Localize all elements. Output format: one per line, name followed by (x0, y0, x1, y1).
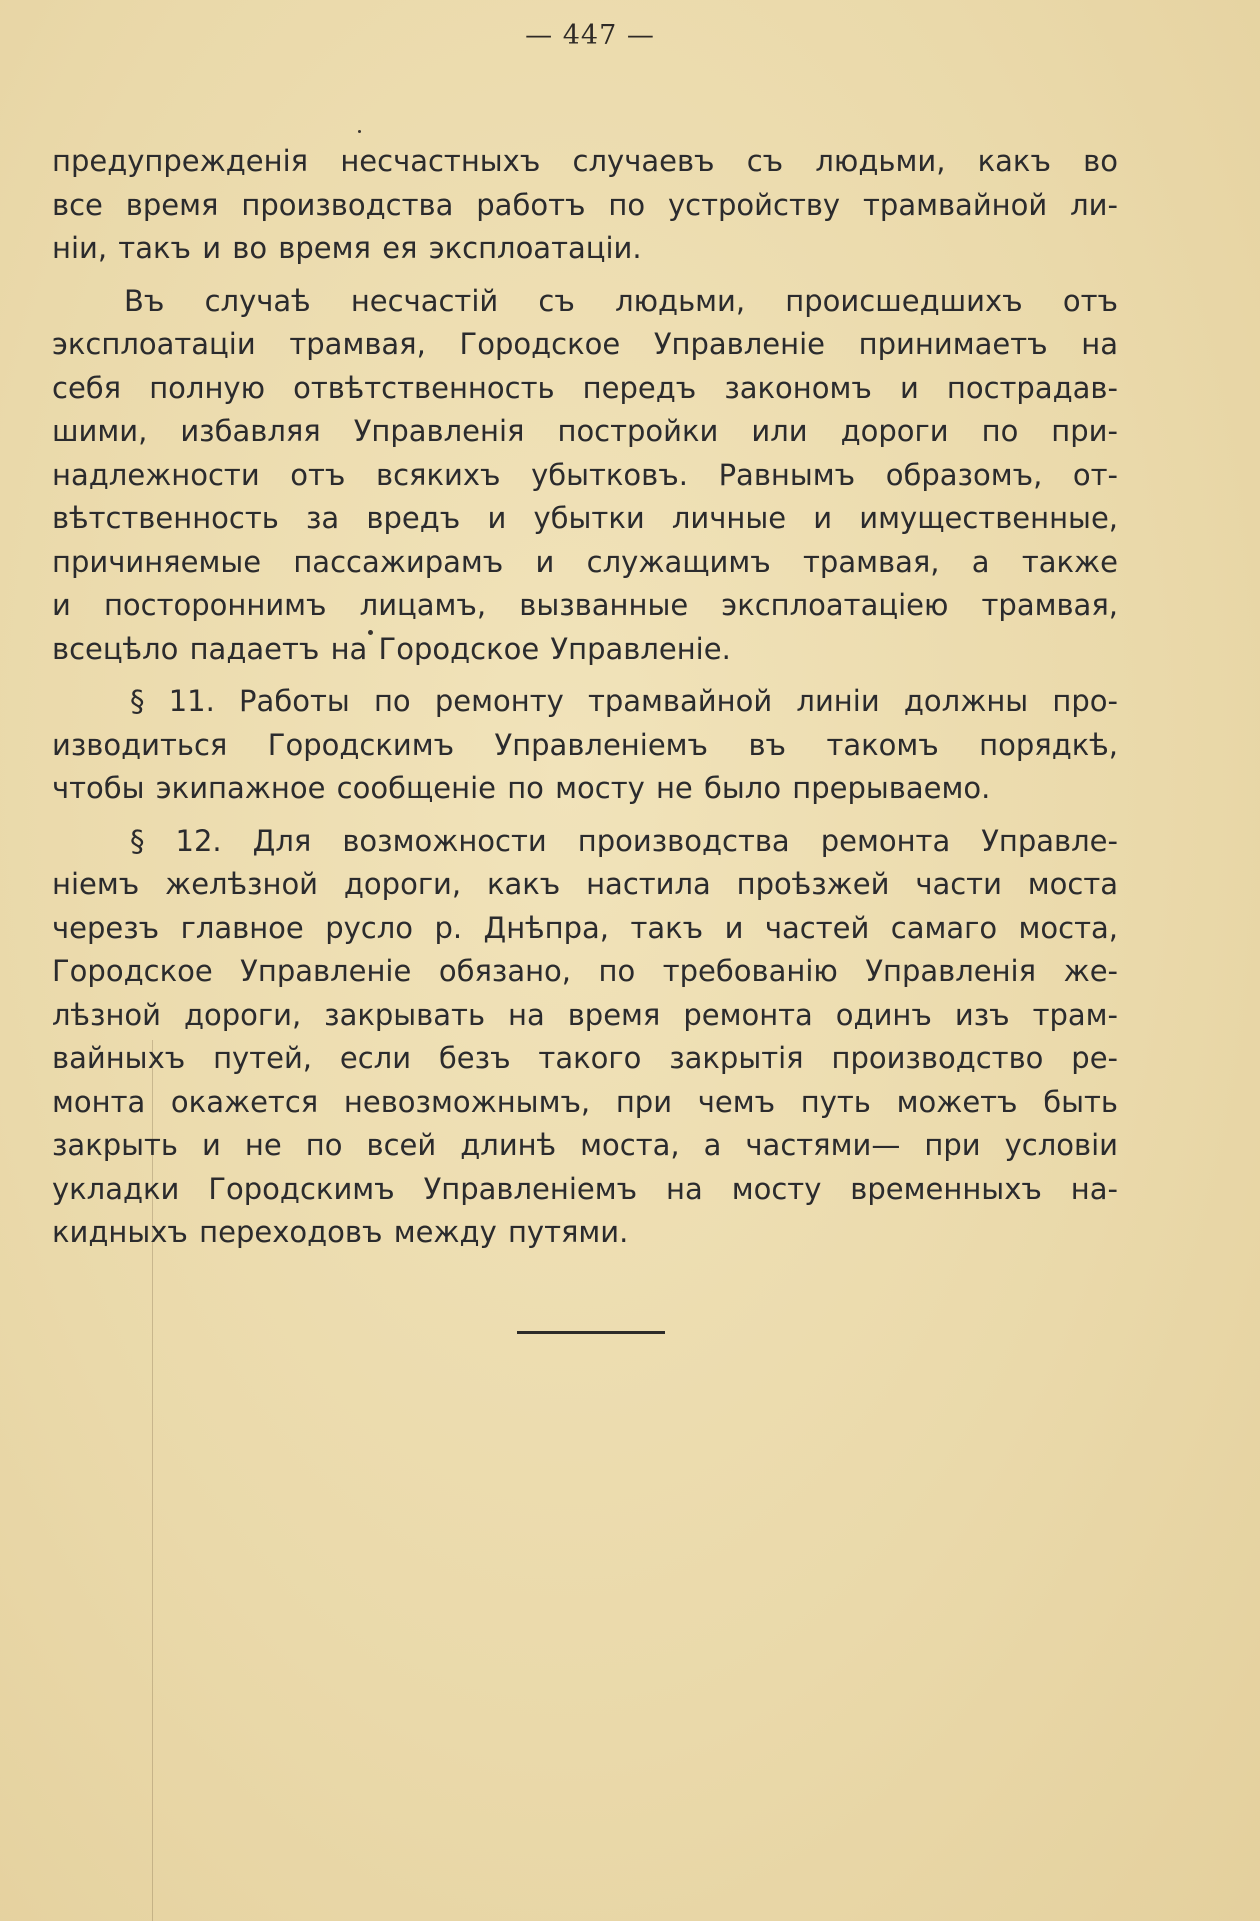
text-line: вѣтственность за вредъ и убытки личные и имущественные, (52, 501, 1118, 535)
section-11 (52, 680, 1118, 811)
section-12 (52, 820, 1118, 1255)
text-line: ніи, такъ и во время ея эксплоатаціи. (52, 231, 642, 265)
text-line: черезъ главное русло р. Днѣпра, такъ и частей самаго моста, (52, 910, 1118, 945)
paragraph (52, 280, 1118, 672)
text-line: закрыть и не по всей длинѣ моста, а частями— при условіи (52, 1128, 1118, 1162)
page-body (52, 140, 1118, 1264)
text-line: кидныхъ переходовъ между путями. (52, 1215, 629, 1249)
text-line: вайныхъ путей, если безъ такого закрытія производство ре- (52, 1041, 1118, 1075)
text-line: и постороннимъ лицамъ, вызванные эксплоатаціею трамвая, (52, 588, 1118, 622)
text-line: монта окажется невозможнымъ, при чемъ путь можетъ быть (52, 1084, 1118, 1119)
paper-speck (358, 130, 361, 133)
text-line: шими, избавляя Управленія постройки или дороги по при- (52, 414, 1118, 448)
end-rule (517, 1331, 665, 1334)
text-line: лѣзной дороги, закрывать на время ремонта одинъ изъ трам- (52, 997, 1118, 1032)
text-line: надлежности отъ всякихъ убытковъ. Равнымъ образомъ, от- (52, 457, 1118, 492)
paragraph (52, 140, 1118, 271)
text-line: себя полную отвѣтственность передъ закономъ и пострадав- (52, 370, 1118, 405)
text-line: чтобы экипажное сообщеніе по мосту не было прерываемо. (52, 771, 991, 805)
page-number: — 447 — (525, 20, 655, 51)
text-line: эксплоатаціи трамвая, Городское Управленіе принимаетъ на (52, 327, 1118, 361)
text-line: Городское Управленіе обязано, по требованію Управленія же- (52, 954, 1118, 988)
text-line: причиняемые пассажирамъ и служащимъ трамвая, а также (52, 544, 1118, 579)
text-line: изводиться Городскимъ Управленіемъ въ такомъ порядкѣ, (52, 727, 1118, 762)
text-line: все время производства работъ по устройству трамвайной ли- (52, 187, 1118, 222)
text-line: ніемъ желѣзной дороги, какъ настила проѣзжей части моста (52, 867, 1118, 901)
text-line: укладки Городскимъ Управленіемъ на мосту временныхъ на- (52, 1171, 1118, 1206)
text-line: § 11. Работы по ремонту трамвайной линіи должны про- (130, 684, 1118, 718)
text-line: Въ случаѣ несчастій съ людьми, происшедшихъ отъ (124, 283, 1118, 318)
text-line: § 12. Для возможности производства ремонта Управле- (130, 823, 1118, 858)
text-line: всецѣло падаетъ на Городское Управленіе. (52, 631, 731, 666)
text-line: предупрежденія несчастныхъ случаевъ съ людьми, какъ во (52, 144, 1118, 178)
